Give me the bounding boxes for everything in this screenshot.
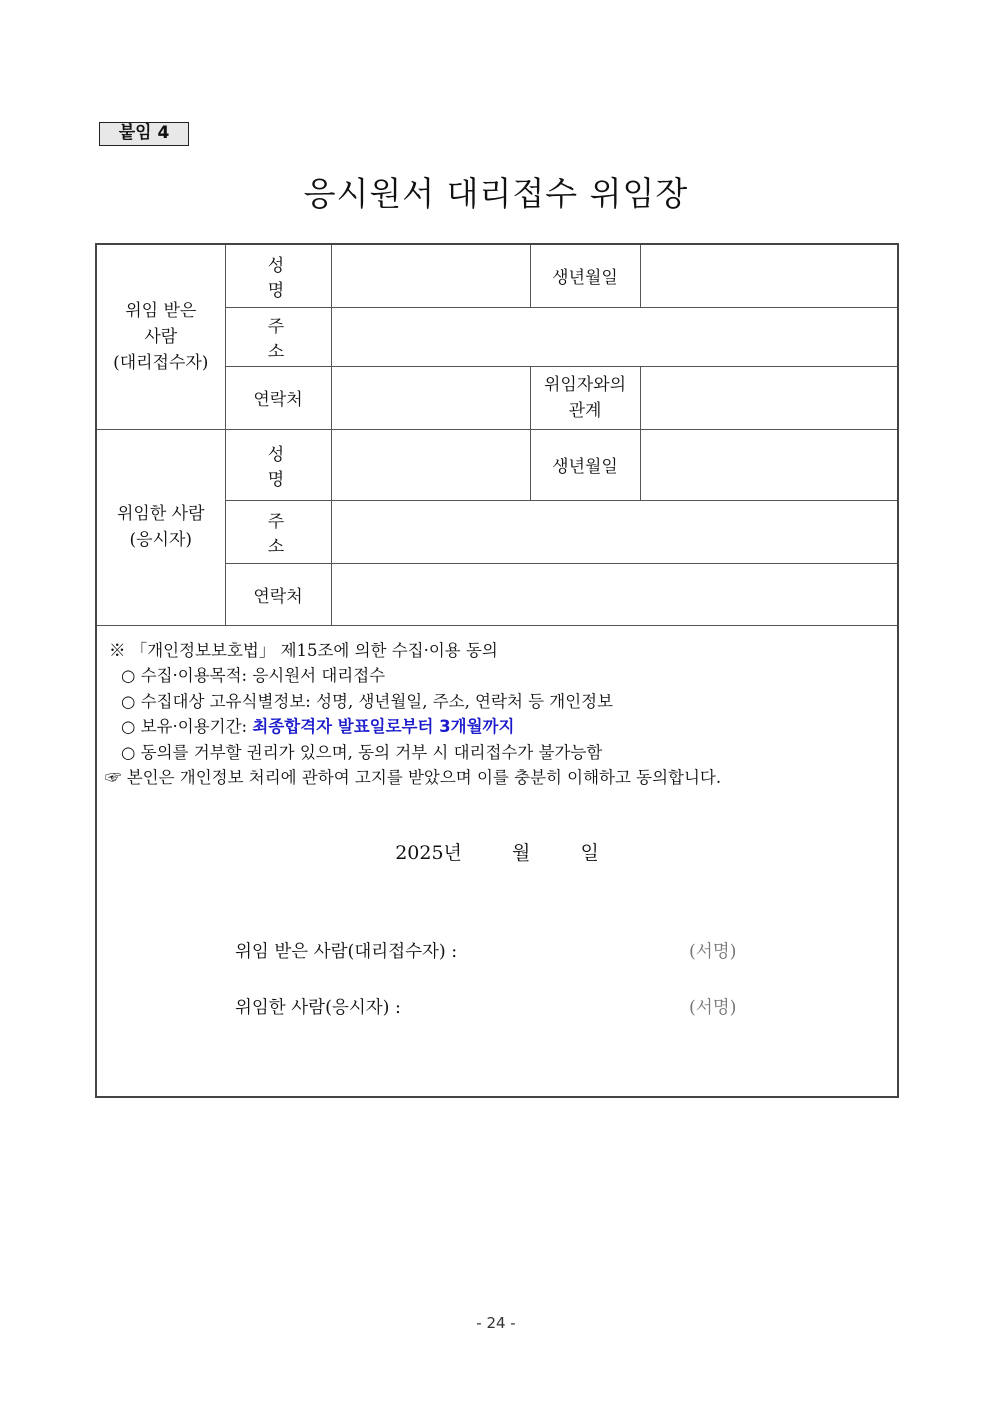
applicant-signature-label: 위임한 사람(응시자) : (235, 997, 401, 1018)
date-year: 2025년 (395, 841, 462, 864)
proxy-birth-label: 생년월일 (530, 244, 640, 307)
applicant-birth-label: 생년월일 (530, 429, 640, 500)
consent-items: ○ 수집대상 고유식별정보: 성명, 생년월일, 주소, 연락처 등 개인정보 (121, 691, 614, 711)
consent-notice (105, 638, 722, 791)
consent-refusal: ○ 동의를 거부할 권리가 있으며, 동의 거부 시 대리접수가 불가능함 (121, 742, 603, 762)
proxy-contact-field[interactable] (331, 366, 530, 429)
applicant-name-label: 성 명 (225, 429, 331, 500)
proxy-signature-field[interactable]: (서명) (689, 941, 737, 962)
attachment-badge: 붙임 4 (99, 122, 189, 146)
proxy-relation-label: 위임자와의 관계 (530, 366, 640, 429)
proxy-name-field[interactable] (331, 244, 530, 307)
applicant-group-label: 위임한 사람 (응시자) (96, 429, 225, 625)
document-title: 응시원서 대리접수 위임장 (303, 174, 689, 213)
date-day: 일 (580, 841, 599, 864)
retention-highlight: 최종합격자 발표일로부터 3개월까지 (252, 717, 515, 736)
page-number: - 24 - (476, 1314, 516, 1332)
applicant-name-field[interactable] (331, 429, 530, 500)
consent-confirm: ☞ 본인은 개인정보 처리에 관하여 고지를 받았으며 이를 충분히 이해하고 동의합니다. (105, 768, 722, 787)
proxy-relation-field[interactable] (640, 366, 898, 429)
consent-section (96, 625, 898, 1097)
consent-heading: ※ 「개인정보보호법」 제15조에 의한 수집·이용 동의 (109, 640, 498, 660)
applicant-address-label: 주 소 (225, 500, 331, 563)
delegation-form-table (95, 243, 899, 1098)
consent-retention: ○ 보유·이용기간: 최종합격자 발표일로부터 3개월까지 (121, 717, 515, 736)
proxy-address-field[interactable] (331, 307, 898, 366)
consent-purpose: ○ 수집·이용목적: 응시원서 대리접수 (121, 666, 386, 685)
proxy-address-label: 주 소 (225, 307, 331, 366)
applicant-birth-field[interactable] (640, 429, 898, 500)
date-month: 월 (512, 841, 531, 864)
proxy-name-label: 성 명 (225, 244, 331, 307)
proxy-signature-label: 위임 받은 사람(대리접수자) : (235, 941, 458, 962)
applicant-signature-field[interactable]: (서명) (689, 997, 737, 1018)
applicant-contact-field[interactable] (331, 563, 898, 625)
proxy-contact-label: 연락처 (225, 366, 331, 429)
proxy-group-label: 위임 받은 사람 (대리접수자) (96, 244, 225, 429)
applicant-address-field[interactable] (331, 500, 898, 563)
date-line (97, 838, 897, 865)
applicant-contact-label: 연락처 (225, 563, 331, 625)
proxy-birth-field[interactable] (640, 244, 898, 307)
